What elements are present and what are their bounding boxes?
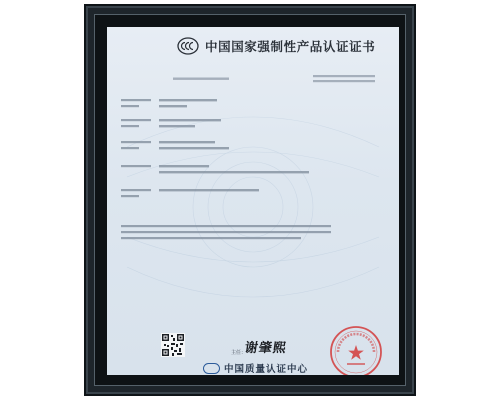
issuer-logo <box>203 361 308 375</box>
signature-label: 主任： <box>231 350 247 356</box>
cqc-logo-icon <box>203 363 220 374</box>
certificate-number-line <box>173 77 233 81</box>
certificate-body-text <box>121 97 391 297</box>
ccc-logo-icon <box>177 37 199 55</box>
qr-code-icon <box>161 333 185 357</box>
red-official-seal-icon <box>329 325 383 375</box>
director-signature: 谢肇熙 <box>243 341 288 356</box>
frame-mat <box>94 14 406 386</box>
certificate-title: 中国国家强制性产品认证证书 <box>205 39 376 54</box>
certificate-header <box>177 35 375 57</box>
certificate-paper <box>107 27 399 375</box>
picture-frame <box>84 4 416 396</box>
issue-dates <box>313 75 379 89</box>
issuer-name: 中国质量认证中心 <box>224 364 309 375</box>
